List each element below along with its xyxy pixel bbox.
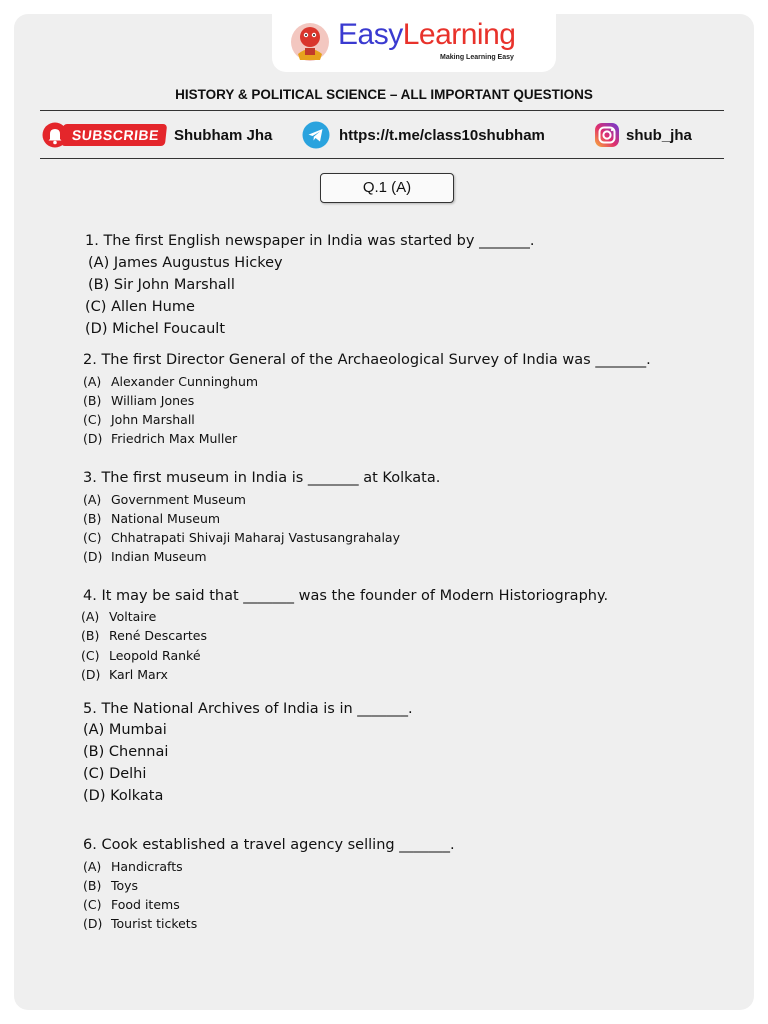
divider-top (40, 110, 724, 111)
option-item (81, 628, 207, 643)
question-text: 6. Cook established a travel agency selling _______. (83, 837, 455, 853)
question-text: 2. The first Director General of the Archaeological Survey of India was _______. (83, 352, 651, 368)
option-letter: (C) (85, 299, 107, 315)
question-text: 5. The National Archives of India is in _______. (83, 701, 413, 717)
option-text: Toys (111, 878, 139, 893)
option-item (81, 648, 201, 663)
option-text: Michel Foucault (112, 321, 225, 337)
option-item (81, 667, 168, 682)
option-letter: (B) (83, 744, 105, 760)
option-item (83, 492, 246, 507)
option-text: Friedrich Max Muller (111, 431, 238, 446)
question-text: 3. The first museum in India is _______ at Kolkata. (83, 470, 441, 486)
logo-learning-text: Learning (402, 18, 516, 51)
option-text: Alexander Cunninghum (111, 374, 259, 389)
question-text: 4. It may be said that _______ was the founder of Modern Historiography. (83, 588, 609, 604)
option-text: Voltaire (109, 609, 157, 624)
subscribe-button[interactable]: SUBSCRIBE (61, 124, 167, 146)
instagram-icon (594, 122, 620, 148)
divider-bottom (40, 158, 724, 159)
option-item (88, 255, 283, 271)
option-text: Leopold Ranké (109, 648, 201, 663)
option-text: René Descartes (109, 628, 208, 643)
option-letter: (A) (88, 255, 110, 271)
option-letter: (C) (81, 648, 100, 663)
option-item (83, 766, 146, 782)
mascot-logo-icon (290, 20, 330, 64)
option-letter: (C) (83, 530, 102, 545)
logo-easy-text: Easy (338, 18, 403, 51)
option-item (85, 321, 225, 337)
option-text: William Jones (111, 393, 195, 408)
option-item (83, 916, 197, 931)
logo-wordmark (338, 18, 515, 52)
option-letter: (D) (83, 431, 103, 446)
option-letter: (C) (83, 766, 105, 782)
option-letter: (D) (83, 549, 103, 564)
option-text: Chennai (108, 744, 169, 760)
option-letter: (A) (81, 609, 100, 624)
question-text: 1. The first English newspaper in India was started by _______. (85, 233, 535, 249)
option-letter: (D) (83, 916, 103, 931)
option-text: Allen Hume (111, 299, 195, 315)
option-text: Kolkata (110, 788, 164, 804)
option-item (81, 609, 156, 624)
document-title: HISTORY & POLITICAL SCIENCE – ALL IMPORTANT QUESTIONS (175, 87, 593, 102)
option-letter: (B) (81, 628, 100, 643)
option-letter: (C) (83, 412, 102, 427)
option-text: Sir John Marshall (113, 277, 235, 293)
option-item (83, 412, 195, 427)
telegram-link[interactable]: https://t.me/class10shubham (339, 126, 545, 144)
option-item (83, 722, 167, 738)
telegram-icon (302, 121, 330, 149)
option-text: Mumbai (108, 722, 167, 738)
option-text: Chhatrapati Shivaji Maharaj Vastusangrahalay (111, 530, 400, 545)
option-text: Indian Museum (111, 549, 207, 564)
option-item (83, 744, 168, 760)
option-letter: (B) (88, 277, 110, 293)
option-letter: (A) (83, 722, 105, 738)
option-item (83, 393, 194, 408)
option-text: Tourist tickets (111, 916, 198, 931)
option-item (83, 431, 237, 446)
option-letter: (D) (85, 321, 108, 337)
option-text: John Marshall (111, 412, 195, 427)
option-letter: (B) (83, 393, 102, 408)
option-letter: (C) (83, 897, 102, 912)
logo-tagline: Making Learning Easy (440, 54, 514, 61)
option-text: Delhi (109, 766, 147, 782)
option-letter: (B) (83, 878, 102, 893)
option-letter: (A) (83, 374, 102, 389)
channel-name: Shubham Jha (173, 126, 273, 144)
instagram-handle[interactable]: shub_jha (626, 126, 692, 144)
option-item (83, 549, 207, 564)
option-text: Handicrafts (111, 859, 183, 874)
option-text: Karl Marx (109, 667, 168, 682)
subscribe-group[interactable] (42, 120, 272, 150)
option-letter: (D) (81, 667, 101, 682)
option-item (83, 878, 138, 893)
option-text: Food items (111, 897, 180, 912)
option-letter: (B) (83, 511, 102, 526)
logo-header (272, 14, 556, 72)
section-label-box: Q.1 (A) (320, 173, 454, 203)
option-text: Government Museum (111, 492, 246, 507)
option-item (88, 277, 235, 293)
option-item (83, 374, 258, 389)
option-item (83, 788, 163, 804)
option-letter: (A) (83, 492, 102, 507)
option-text: National Museum (111, 511, 221, 526)
option-letter: (A) (83, 859, 102, 874)
option-text: James Augustus Hickey (113, 255, 283, 271)
option-item (83, 859, 183, 874)
instagram-group[interactable] (594, 120, 692, 150)
option-item (83, 530, 400, 545)
telegram-group[interactable] (302, 120, 545, 150)
option-item (83, 511, 220, 526)
option-item (83, 897, 180, 912)
option-item (85, 299, 195, 315)
document-page (14, 14, 754, 1010)
option-letter: (D) (83, 788, 106, 804)
